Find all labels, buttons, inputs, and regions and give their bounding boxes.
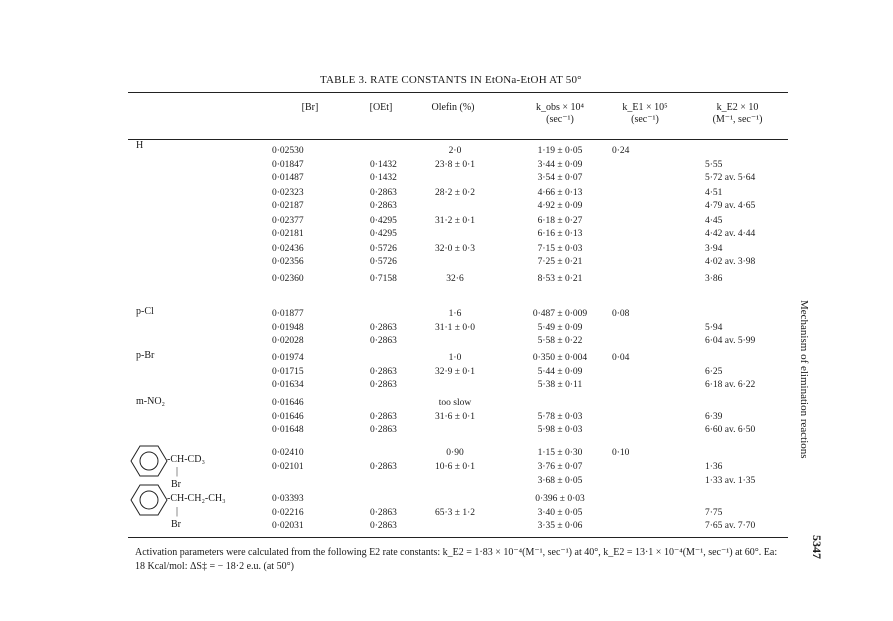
cell-ke2: 6·25 xyxy=(705,367,723,377)
header-oet: [OEt] xyxy=(369,102,393,113)
row-label: p-Br xyxy=(136,350,155,361)
cell-kobs: 7·15 ± 0·03 xyxy=(537,244,583,254)
cell-kobs: 0·396 ± 0·03 xyxy=(535,494,585,504)
cell-kobs: 0·487 ± 0·009 xyxy=(532,309,588,319)
cell-br: 0·02187 xyxy=(272,201,304,211)
header-ke2-label: k_E2 × 10 xyxy=(716,102,759,113)
cell-oet: 0·1432 xyxy=(370,173,397,183)
cell-br: 0·02216 xyxy=(272,508,304,518)
header-ke1-unit: (sec⁻¹) xyxy=(631,114,659,125)
cell-br: 0·02031 xyxy=(272,521,304,531)
cell-olefin: 10·6 ± 0·1 xyxy=(434,462,476,472)
row-label: H xyxy=(136,140,144,151)
cell-kobs: 8·53 ± 0·21 xyxy=(537,274,583,284)
cell-kobs: 3·54 ± 0·07 xyxy=(537,173,583,183)
cell-br: 0·01648 xyxy=(272,425,304,435)
cell-oet: 0·4295 xyxy=(370,216,397,226)
cell-kobs: 3·44 ± 0·09 xyxy=(537,160,583,170)
header-br: [Br] xyxy=(301,102,319,113)
cell-br: 0·02181 xyxy=(272,229,304,239)
cell-ke2: 1·36 xyxy=(705,462,723,472)
cell-olefin: 2·0 xyxy=(448,146,462,156)
bottom-rule xyxy=(128,537,788,538)
cell-kobs: 3·76 ± 0·07 xyxy=(537,462,583,472)
cell-ke2: 5·72 av. 5·64 xyxy=(705,173,756,183)
cell-ke2: 4·42 av. 4·44 xyxy=(705,229,756,239)
cell-br: 0·02101 xyxy=(272,462,304,472)
cell-br: 0·02436 xyxy=(272,244,304,254)
cell-br: 0·02323 xyxy=(272,188,304,198)
cell-oet: 0·2863 xyxy=(370,336,397,346)
cell-ke1: 0·24 xyxy=(612,146,630,156)
cell-olefin: 1·6 xyxy=(448,309,462,319)
cell-olefin: 23·8 ± 0·1 xyxy=(434,160,476,170)
cell-ke2: 3·94 xyxy=(705,244,723,254)
cell-ke2: 6·04 av. 5·99 xyxy=(705,336,756,346)
structure-1-bond: | xyxy=(176,466,179,477)
header-ke2 xyxy=(695,102,780,126)
cell-br: 0·01948 xyxy=(272,323,304,333)
cell-ke2: 4·79 av. 4·65 xyxy=(705,201,756,211)
cell-kobs: 3·40 ± 0·05 xyxy=(537,508,583,518)
cell-olefin: 32·6 xyxy=(446,274,464,284)
cell-oet: 0·2863 xyxy=(370,425,397,435)
cell-oet: 0·2863 xyxy=(370,188,397,198)
cell-br: 0·01646 xyxy=(272,412,304,422)
cell-kobs: 0·350 ± 0·004 xyxy=(532,353,588,363)
header-olefin: Olefin (%) xyxy=(431,102,475,113)
structure-1-chain: -CH-CD₃ xyxy=(167,454,205,465)
cell-ke2: 4·51 xyxy=(705,188,723,198)
cell-kobs: 3·68 ± 0·05 xyxy=(537,476,583,486)
header-kobs-label: k_obs × 10⁴ xyxy=(535,102,585,113)
header-ke1 xyxy=(610,102,680,126)
cell-kobs: 7·25 ± 0·21 xyxy=(537,257,583,267)
cell-kobs: 4·66 ± 0·13 xyxy=(537,188,583,198)
cell-ke2: 7·75 xyxy=(705,508,723,518)
top-rule xyxy=(128,92,788,93)
header-ke1-label: k_E1 × 10⁵ xyxy=(622,102,668,113)
cell-kobs: 1·19 ± 0·05 xyxy=(537,146,583,156)
cell-olefin: 32·9 ± 0·1 xyxy=(434,367,476,377)
cell-br: 0·01646 xyxy=(272,398,304,408)
cell-oet: 0·2863 xyxy=(370,201,397,211)
cell-ke2: 3·86 xyxy=(705,274,723,284)
cell-oet: 0·2863 xyxy=(370,380,397,390)
cell-br: 0·03393 xyxy=(272,494,304,504)
header-rule xyxy=(128,139,788,140)
cell-br: 0·01974 xyxy=(272,353,304,363)
cell-olefin: 32·0 ± 0·3 xyxy=(434,244,476,254)
cell-oet: 0·1432 xyxy=(370,160,397,170)
cell-ke1: 0·08 xyxy=(612,309,630,319)
cell-br: 0·02377 xyxy=(272,216,304,226)
cell-br: 0·02530 xyxy=(272,146,304,156)
benzene-ring-icon xyxy=(130,444,168,478)
cell-ke2: 6·39 xyxy=(705,412,723,422)
header-kobs-unit: (sec⁻¹) xyxy=(546,114,574,125)
cell-olefin: too slow xyxy=(438,398,472,408)
cell-br: 0·02410 xyxy=(272,448,304,458)
cell-br: 0·01877 xyxy=(272,309,304,319)
cell-kobs: 3·35 ± 0·06 xyxy=(537,521,583,531)
cell-br: 0·02360 xyxy=(272,274,304,284)
cell-olefin: 1·0 xyxy=(448,353,462,363)
cell-olefin: 0·90 xyxy=(446,448,464,458)
cell-br: 0·01487 xyxy=(272,173,304,183)
structure-2-bond: | xyxy=(176,506,179,517)
cell-ke2: 6·60 av. 6·50 xyxy=(705,425,756,435)
cell-kobs: 4·92 ± 0·09 xyxy=(537,201,583,211)
cell-kobs: 5·58 ± 0·22 xyxy=(537,336,583,346)
benzene-ring-icon xyxy=(130,483,168,517)
cell-br: 0·01847 xyxy=(272,160,304,170)
structure-2-chain: -CH-CH₂-CH₃ xyxy=(167,493,226,504)
cell-oet: 0·2863 xyxy=(370,412,397,422)
cell-kobs: 6·18 ± 0·27 xyxy=(537,216,583,226)
cell-br: 0·01634 xyxy=(272,380,304,390)
cell-ke2: 7·65 av. 7·70 xyxy=(705,521,756,531)
running-head: Mechanism of elimination reactions xyxy=(798,300,810,459)
cell-oet: 0·7158 xyxy=(370,274,397,284)
cell-ke1: 0·10 xyxy=(612,448,630,458)
header-ke2-unit: (M⁻¹, sec⁻¹) xyxy=(712,114,763,125)
table-title: TABLE 3. RATE CONSTANTS IN EtONa-EtOH AT 50° xyxy=(320,74,582,86)
cell-oet: 0·2863 xyxy=(370,323,397,333)
cell-ke2: 5·55 xyxy=(705,160,723,170)
cell-br: 0·01715 xyxy=(272,367,304,377)
cell-ke2: 5·94 xyxy=(705,323,723,333)
cell-ke2: 4·45 xyxy=(705,216,723,226)
footnote: Activation parameters were calculated from the following E2 rate constants: k_E2 = 1·83 × 10⁻⁴(M⁻¹, sec⁻¹) at 40°, k_E2 = 13·1 × 10⁻⁴(M⁻¹, sec⁻¹) at 60°. Ea: 18 Kcal/mol: ΔS‡ = − 18·2 e.u. (at 50°) xyxy=(135,547,778,572)
cell-oet: 0·2863 xyxy=(370,367,397,377)
header-kobs xyxy=(520,102,600,126)
cell-ke2: 6·18 av. 6·22 xyxy=(705,380,756,390)
page-number: 5347 xyxy=(810,535,824,559)
cell-br: 0·02356 xyxy=(272,257,304,267)
cell-kobs: 5·78 ± 0·03 xyxy=(537,412,583,422)
cell-olefin: 65·3 ± 1·2 xyxy=(434,508,476,518)
cell-ke1: 0·04 xyxy=(612,353,630,363)
cell-oet: 0·2863 xyxy=(370,521,397,531)
cell-kobs: 5·38 ± 0·11 xyxy=(537,380,583,390)
cell-oet: 0·5726 xyxy=(370,244,397,254)
cell-olefin: 31·2 ± 0·1 xyxy=(434,216,476,226)
cell-oet: 0·4295 xyxy=(370,229,397,239)
cell-kobs: 5·49 ± 0·09 xyxy=(537,323,583,333)
cell-kobs: 5·98 ± 0·03 xyxy=(537,425,583,435)
cell-ke2: 1·33 av. 1·35 xyxy=(705,476,756,486)
cell-kobs: 6·16 ± 0·13 xyxy=(537,229,583,239)
cell-oet: 0·5726 xyxy=(370,257,397,267)
row-label: p-Cl xyxy=(136,306,154,317)
structure-1-br: Br xyxy=(171,479,181,490)
cell-olefin: 31·1 ± 0·0 xyxy=(434,323,476,333)
cell-olefin: 31·6 ± 0·1 xyxy=(434,412,476,422)
structure-2-br: Br xyxy=(171,519,181,530)
cell-oet: 0·2863 xyxy=(370,508,397,518)
row-label: m-NO₂ xyxy=(136,396,166,407)
cell-kobs: 1·15 ± 0·30 xyxy=(537,448,583,458)
cell-ke2: 4·02 av. 3·98 xyxy=(705,257,756,267)
cell-br: 0·02028 xyxy=(272,336,304,346)
cell-olefin: 28·2 ± 0·2 xyxy=(434,188,476,198)
cell-oet: 0·2863 xyxy=(370,462,397,472)
cell-kobs: 5·44 ± 0·09 xyxy=(537,367,583,377)
